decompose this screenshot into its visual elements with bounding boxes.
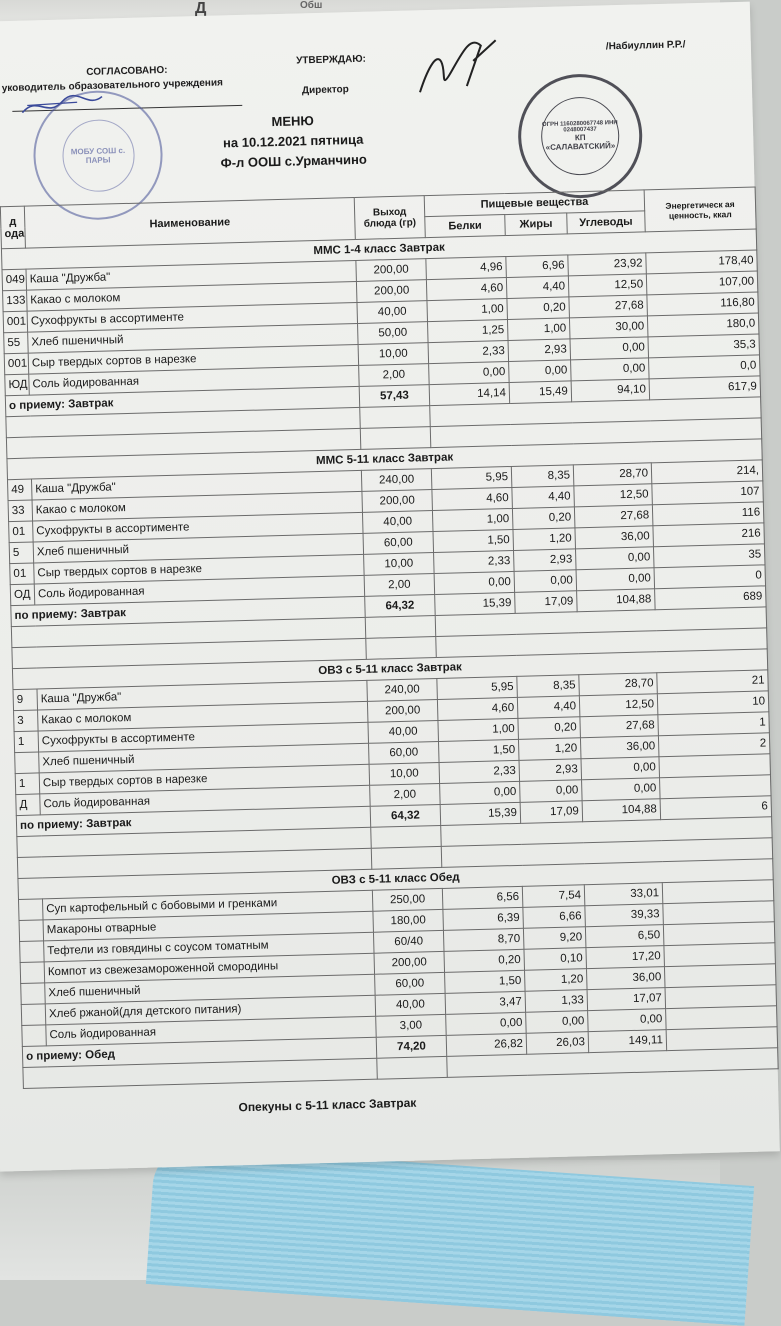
row-protein: 4,60: [432, 487, 513, 510]
soglasovano-label: СОГЛАСОВАНО:: [86, 64, 168, 78]
row-name: Суп картофельный с бобовыми и гренками: [42, 890, 372, 920]
row-yield: 40,00: [375, 993, 446, 1016]
row-name: Компот из свежезамороженной смородины: [44, 953, 374, 983]
row-carbs: 12,50: [579, 694, 658, 717]
total-label: о приему: Обед: [22, 1037, 376, 1067]
total-carbs: 94,10: [571, 379, 650, 402]
row-energy: [659, 754, 771, 778]
row-yield: 3,00: [376, 1014, 447, 1037]
total-carbs: 149,11: [588, 1030, 667, 1053]
row-energy: 35: [654, 544, 766, 568]
row-protein: 1,00: [432, 508, 513, 531]
row-protein: 4,96: [426, 257, 507, 280]
total-protein: 15,39: [440, 802, 521, 825]
row-fat: 0,20: [512, 507, 575, 530]
row-energy: 214,: [651, 460, 763, 484]
row-energy: [664, 943, 776, 967]
row-carbs: 36,00: [580, 736, 659, 759]
row-name: Какао с молоком: [32, 491, 362, 521]
row-protein: 1,50: [433, 529, 514, 552]
row-yield: 10,00: [364, 553, 435, 576]
row-protein: 0,00: [434, 571, 515, 594]
row-energy: 21: [657, 670, 769, 694]
row-yield: 40,00: [362, 511, 433, 534]
row-carbs: 30,00: [569, 316, 648, 339]
blank-cell: [366, 637, 437, 660]
row-energy: [663, 901, 775, 925]
row-energy: 116: [652, 502, 764, 526]
row-carbs: 27,68: [569, 295, 648, 318]
row-protein: 5,95: [431, 466, 512, 489]
row-energy: 0,0: [649, 355, 761, 379]
row-name: Сыр твердых сортов в нарезке: [28, 344, 358, 374]
company-stamp: [517, 72, 644, 199]
row-code: Д: [16, 794, 41, 816]
row-carbs: 27,68: [580, 715, 659, 738]
total-yield: 57,43: [359, 385, 430, 408]
row-code: [20, 941, 45, 963]
row-name: Каша "Дружба": [26, 260, 356, 290]
row-carbs: 0,00: [575, 547, 654, 570]
row-fat: 2,93: [514, 549, 577, 572]
row-protein: 0,20: [444, 949, 525, 972]
row-name: Какао с молоком: [38, 701, 368, 731]
section-title: ММС 5-11 класс Завтрак: [7, 439, 762, 480]
director-label: Директор: [301, 84, 349, 97]
director-signature: [410, 30, 502, 102]
company-stamp-text: КП «САЛАВАТСКИЙ»: [545, 132, 616, 152]
row-carbs: 39,33: [585, 904, 664, 927]
row-fat: 0,00: [520, 780, 583, 803]
total-label: по приему: Завтрак: [11, 596, 365, 626]
row-carbs: 28,70: [579, 673, 658, 696]
row-yield: 200,00: [356, 259, 427, 282]
tail-section-title: Опекуны с 5-11 класс Завтрак: [238, 1095, 417, 1115]
row-energy: [662, 880, 774, 904]
row-name: Макароны отварные: [43, 911, 373, 941]
total-protein: 14,14: [429, 383, 510, 406]
row-protein: 1,25: [428, 320, 509, 343]
row-fat: 8,35: [517, 675, 580, 698]
company-stamp-ring: ОГРН 1160280067748 ИНН 0248007437: [541, 120, 618, 134]
row-protein: 1,00: [427, 299, 508, 322]
row-protein: 6,56: [442, 886, 523, 909]
row-protein: 2,33: [439, 760, 520, 783]
row-code: 001: [4, 353, 29, 375]
col-nutrients: Пищевые вещества: [424, 190, 645, 217]
row-code: 049: [2, 269, 27, 291]
row-fat: 4,40: [512, 486, 575, 509]
row-energy: 216: [653, 523, 765, 547]
menu-school: Ф-л ООШ с.Урманчино: [220, 151, 368, 171]
row-fat: 6,96: [506, 255, 569, 278]
row-carbs: 0,00: [576, 568, 655, 591]
row-carbs: 36,00: [586, 967, 665, 990]
utverzhdayu-label: УТВЕРЖДАЮ:: [295, 53, 367, 67]
row-protein: 1,50: [445, 970, 526, 993]
row-carbs: 0,00: [588, 1009, 667, 1032]
row-yield: 50,00: [358, 322, 429, 345]
row-yield: 2,00: [359, 364, 430, 387]
row-yield: 40,00: [357, 301, 428, 324]
row-name: Каша "Дружба": [37, 680, 367, 710]
blank-cell: [377, 1056, 448, 1079]
row-yield: 40,00: [368, 720, 439, 743]
row-yield: 240,00: [367, 679, 438, 702]
row-carbs: 28,70: [573, 463, 652, 486]
row-fat: 9,20: [523, 927, 586, 950]
row-fat: 7,54: [522, 885, 585, 908]
row-code: 33: [8, 500, 33, 522]
row-code: ОД: [10, 584, 35, 606]
col-name: Наименование: [24, 198, 355, 249]
col-code: д ода: [0, 206, 25, 249]
row-fat: 8,35: [511, 465, 574, 488]
row-protein: 2,33: [434, 550, 515, 573]
total-yield: 74,20: [376, 1035, 447, 1058]
menu-table: [0, 186, 779, 1088]
col-energy: Энергетическ ая ценность, ккал: [644, 187, 756, 232]
row-yield: 180,00: [373, 909, 444, 932]
row-code: 5: [9, 542, 34, 564]
row-yield: 10,00: [369, 762, 440, 785]
row-carbs: 6,50: [585, 925, 664, 948]
row-yield: 200,00: [362, 490, 433, 513]
total-yield: 64,32: [370, 804, 441, 827]
row-name: Сыр твердых сортов в нарезке: [39, 764, 369, 794]
row-name: Соль йодированная: [34, 575, 364, 605]
row-fat: 1,00: [507, 318, 570, 341]
school-stamp-text: МОБУ СОШ с. ПАРЫ: [70, 145, 126, 165]
total-carbs: 104,88: [577, 589, 656, 612]
section-title: ММС 1-4 класс Завтрак: [1, 229, 756, 270]
col-carbs: Углеводы: [567, 211, 646, 234]
row-code: [21, 983, 46, 1005]
row-code: 01: [9, 521, 34, 543]
row-energy: 1: [658, 712, 770, 736]
row-energy: [665, 985, 777, 1009]
blank-cell: [360, 406, 431, 429]
row-fat: 0,00: [514, 570, 577, 593]
blank-cell: [371, 846, 442, 869]
row-name: Хлеб ржаной(для детского питания): [45, 995, 375, 1025]
row-energy: 2: [658, 733, 770, 757]
row-code: [15, 752, 40, 774]
director-name: /Набиуллин Р.Р./: [605, 39, 686, 53]
row-code: [21, 1004, 46, 1026]
row-energy: 0: [654, 565, 766, 589]
blank-cell: [365, 616, 436, 639]
row-yield: 60,00: [363, 532, 434, 555]
row-carbs: 17,07: [587, 988, 666, 1011]
row-carbs: 23,92: [568, 253, 647, 276]
row-code: 1: [14, 731, 39, 753]
row-energy: [666, 1006, 778, 1030]
section-title: ОВЗ с 5-11 класс Обед: [18, 859, 773, 900]
row-energy: 180,0: [647, 313, 759, 337]
row-name: Соль йодированная: [29, 365, 359, 395]
row-fat: 2,93: [519, 759, 582, 782]
row-protein: 5,95: [437, 676, 518, 699]
row-code: 3: [14, 710, 39, 732]
col-yield: Выход блюда (гр): [354, 196, 425, 240]
row-code: ЮД: [5, 374, 30, 396]
total-energy: 617,9: [649, 376, 761, 400]
section-title: ОВЗ с 5-11 класс Завтрак: [12, 649, 767, 690]
row-protein: 3,47: [445, 991, 526, 1014]
row-energy: [663, 922, 775, 946]
row-carbs: 36,00: [575, 526, 654, 549]
row-yield: 2,00: [370, 783, 441, 806]
row-yield: 250,00: [372, 888, 443, 911]
row-code: [22, 1025, 47, 1047]
total-protein: 26,82: [446, 1033, 527, 1056]
row-carbs: 12,50: [568, 274, 647, 297]
row-fat: 6,66: [523, 906, 586, 929]
row-protein: 4,60: [437, 697, 518, 720]
row-code: 9: [13, 689, 38, 711]
row-energy: 107,00: [646, 271, 758, 295]
col-fat: Жиры: [505, 213, 568, 236]
row-yield: 240,00: [361, 469, 432, 492]
row-name: Сухофрукты в ассортименте: [27, 302, 357, 332]
total-fat: 26,03: [526, 1032, 589, 1055]
total-energy: 6: [660, 796, 772, 820]
row-carbs: 33,01: [584, 883, 663, 906]
row-energy: 116,80: [647, 292, 759, 316]
total-fat: 17,09: [520, 801, 583, 824]
row-protein: 8,70: [443, 928, 524, 951]
row-protein: 1,50: [438, 739, 519, 762]
total-fat: 17,09: [515, 591, 578, 614]
total-fat: 15,49: [509, 381, 572, 404]
row-code: 1: [15, 773, 40, 795]
row-carbs: 0,00: [582, 778, 661, 801]
row-protein: 2,33: [428, 341, 509, 364]
row-energy: 10: [657, 691, 769, 715]
total-label: о приему: Завтрак: [5, 386, 359, 416]
row-carbs: 27,68: [574, 505, 653, 528]
row-fat: 4,40: [506, 276, 569, 299]
row-carbs: 17,20: [586, 946, 665, 969]
row-fat: 0,10: [524, 948, 587, 971]
total-carbs: 104,88: [582, 799, 661, 822]
menu-date: на 10.12.2021 пятница: [222, 131, 364, 151]
row-energy: 35,3: [648, 334, 760, 358]
row-protein: 4,60: [426, 278, 507, 301]
row-energy: 178,40: [646, 250, 758, 274]
row-protein: 0,00: [446, 1012, 527, 1035]
row-code: 001: [3, 311, 28, 333]
row-code: [20, 962, 45, 984]
row-fat: 0,00: [526, 1011, 589, 1034]
row-name: Соль йодированная: [46, 1016, 376, 1046]
menu-title: МЕНЮ: [271, 113, 315, 130]
row-fat: 0,00: [509, 360, 572, 383]
row-fat: 4,40: [517, 696, 580, 719]
total-label: по приему: Завтрак: [16, 806, 370, 836]
row-carbs: 0,00: [570, 337, 649, 360]
row-fat: 1,20: [513, 528, 576, 551]
row-code: 49: [7, 479, 32, 501]
row-yield: 60/40: [373, 930, 444, 953]
row-code: [18, 899, 43, 921]
row-name: Сыр твердых сортов в нарезке: [34, 554, 364, 584]
total-yield: 64,32: [365, 595, 436, 618]
row-name: Тефтели из говядины с соусом томатным: [44, 932, 374, 962]
row-protein: 1,00: [438, 718, 519, 741]
row-fat: 0,20: [518, 717, 581, 740]
row-yield: 60,00: [369, 741, 440, 764]
row-name: Какао с молоком: [27, 281, 357, 311]
approver-role: уководитель образовательного учреждения: [1, 77, 224, 95]
row-carbs: 0,00: [581, 757, 660, 780]
row-yield: 10,00: [358, 343, 429, 366]
row-yield: 200,00: [356, 280, 427, 303]
row-name: Сухофрукты в ассортименте: [33, 512, 363, 542]
row-carbs: 0,00: [571, 358, 650, 381]
row-name: Соль йодированная: [40, 785, 370, 815]
row-energy: [660, 775, 772, 799]
row-name: Сухофрукты в ассортименте: [38, 722, 368, 752]
total-energy: [666, 1027, 778, 1051]
row-fat: 1,20: [525, 969, 588, 992]
top-fragment-2: Д: [195, 0, 210, 17]
row-name: Хлеб пшеничный: [33, 533, 363, 563]
row-yield: 2,00: [364, 574, 435, 597]
row-carbs: 12,50: [574, 484, 653, 507]
row-name: Хлеб пшеничный: [45, 974, 375, 1004]
row-code: 01: [10, 563, 35, 585]
row-fat: 0,20: [507, 297, 570, 320]
blank-cell: [360, 427, 431, 450]
row-yield: 200,00: [374, 951, 445, 974]
row-code: 55: [4, 332, 29, 354]
row-energy: 107: [652, 481, 764, 505]
row-fat: 1,20: [518, 738, 581, 761]
row-protein: 0,00: [440, 781, 521, 804]
row-protein: 0,00: [429, 362, 510, 385]
menu-document: [0, 2, 780, 1172]
row-fat: 2,93: [508, 339, 571, 362]
row-code: [19, 920, 44, 942]
row-code: 133: [3, 290, 28, 312]
total-protein: 15,39: [435, 592, 516, 615]
row-name: Каша "Дружба": [31, 470, 361, 500]
row-protein: 6,39: [443, 907, 524, 930]
blank-cell: [371, 825, 442, 848]
row-name: Хлеб пшеничный: [28, 323, 358, 353]
row-name: Хлеб пшеничный: [39, 743, 369, 773]
col-protein: Белки: [425, 215, 506, 238]
total-energy: 689: [655, 586, 767, 610]
top-fragment: Обш: [300, 0, 323, 11]
row-energy: [664, 964, 776, 988]
row-yield: 60,00: [375, 972, 446, 995]
row-yield: 200,00: [367, 699, 438, 722]
row-fat: 1,33: [525, 990, 588, 1013]
